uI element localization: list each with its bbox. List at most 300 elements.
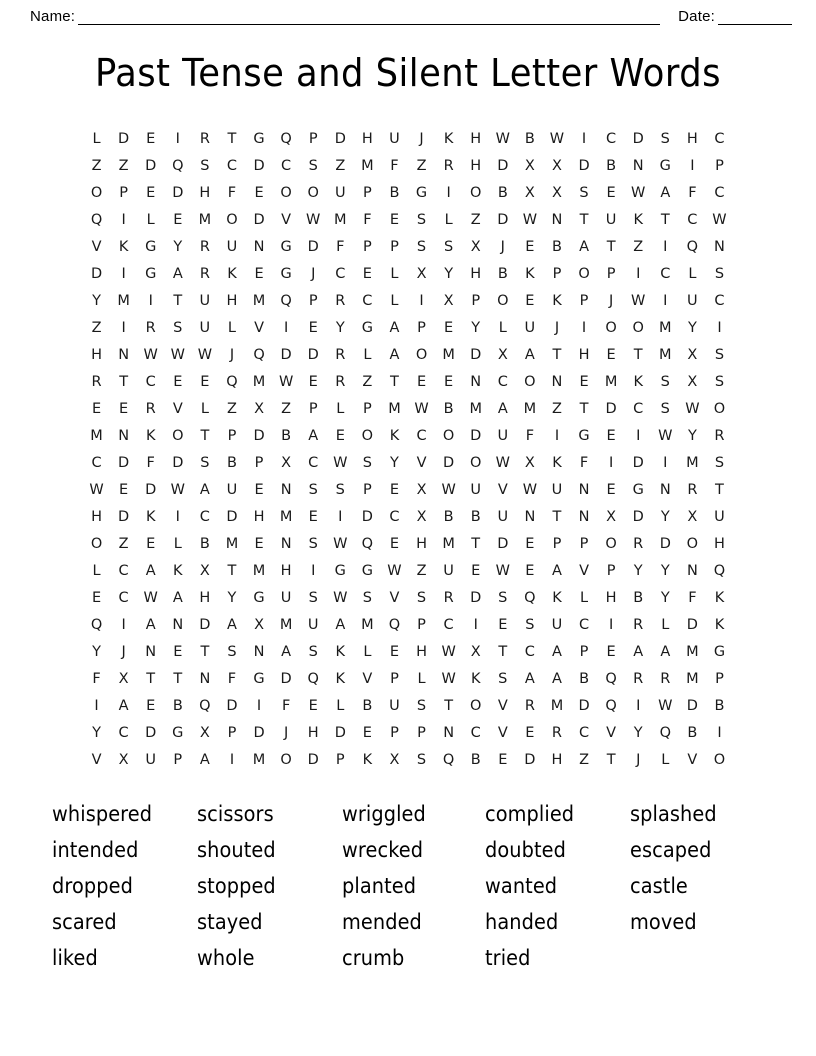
grid-letter[interactable]: M [361,158,374,174]
grid-letter[interactable]: G [361,563,373,579]
grid-letter[interactable]: M [279,617,293,633]
word-list-item[interactable]: mended [342,910,422,934]
grid-letter[interactable]: O [469,185,482,201]
grid-letter[interactable]: A [145,617,156,633]
grid-letter[interactable]: S [416,752,427,768]
grid-letter[interactable]: K [552,590,562,606]
grid-letter[interactable]: P [471,293,481,309]
grid-letter[interactable]: S [444,239,454,255]
grid-letter[interactable]: M [686,455,699,471]
grid-letter[interactable]: E [389,482,400,498]
grid-letter[interactable]: G [578,428,590,444]
grid-letter[interactable]: E [308,509,318,525]
grid-letter[interactable]: C [335,266,346,282]
grid-letter[interactable]: D [253,158,265,174]
grid-letter[interactable]: W [143,590,158,606]
grid-letter[interactable]: E [389,212,400,228]
grid-letter[interactable]: D [470,347,482,363]
word-list-item[interactable]: moved [630,910,697,934]
grid-letter[interactable]: T [606,239,616,255]
grid-letter[interactable]: X [524,158,535,174]
grid-letter[interactable]: Z [91,158,102,174]
word-list-item[interactable]: planted [342,874,417,898]
grid-letter[interactable]: T [146,671,156,687]
grid-letter[interactable]: E [362,725,372,741]
grid-letter[interactable]: Y [687,428,697,444]
grid-letter[interactable]: Z [362,374,373,390]
grid-letter[interactable]: K [145,428,156,444]
grid-letter[interactable]: E [444,374,454,390]
grid-letter[interactable]: G [659,158,671,174]
grid-letter[interactable]: U [605,212,617,228]
grid-letter[interactable]: P [390,725,399,741]
grid-letter[interactable]: E [173,212,183,228]
grid-letter[interactable]: D [199,617,211,633]
grid-letter[interactable]: N [524,509,536,525]
word-list-item[interactable]: scissors [197,802,274,826]
grid-letter[interactable]: B [606,158,617,174]
grid-letter[interactable]: E [173,374,183,390]
grid-letter[interactable]: O [632,320,644,336]
grid-letter[interactable]: I [636,698,641,714]
word-list-item[interactable]: complied [485,802,575,826]
grid-letter[interactable]: A [281,644,292,660]
grid-letter[interactable]: O [442,428,455,444]
grid-letter[interactable]: G [253,590,265,606]
grid-letter[interactable]: D [145,158,157,174]
grid-letter[interactable]: D [632,509,644,525]
grid-letter[interactable]: I [663,455,668,471]
grid-letter[interactable]: Q [442,752,455,768]
grid-letter[interactable]: K [227,266,237,282]
grid-letter[interactable]: P [552,536,562,552]
grid-letter[interactable]: P [390,239,399,255]
grid-letter[interactable]: H [416,644,427,660]
grid-letter[interactable]: L [661,752,670,768]
grid-letter[interactable]: I [690,158,695,174]
grid-letter[interactable]: U [199,320,211,336]
grid-letter[interactable]: I [311,563,316,579]
grid-letter[interactable]: K [389,428,400,444]
grid-letter[interactable]: N [443,725,455,741]
grid-letter[interactable]: C [308,455,319,471]
grid-letter[interactable]: A [199,752,210,768]
grid-letter[interactable]: B [470,752,481,768]
grid-letter[interactable]: W [441,644,456,660]
grid-letter[interactable]: H [91,509,102,525]
grid-letter[interactable]: W [658,428,673,444]
grid-letter[interactable]: D [307,347,319,363]
grid-letter[interactable]: E [254,482,264,498]
word-list-item[interactable]: wriggled [342,802,426,826]
grid-letter[interactable]: A [551,671,562,687]
grid-letter[interactable]: W [387,563,402,579]
grid-letter[interactable]: A [579,239,589,255]
grid-letter[interactable]: F [146,455,155,471]
grid-letter[interactable]: G [253,671,265,687]
grid-letter[interactable]: I [554,428,560,444]
grid-letter[interactable]: A [172,266,183,282]
grid-letter[interactable]: U [226,482,238,498]
grid-letter[interactable]: K [118,239,129,255]
grid-letter[interactable]: L [390,266,399,282]
grid-letter[interactable]: U [470,482,482,498]
grid-letter[interactable]: R [443,158,454,174]
grid-letter[interactable]: Y [92,293,101,309]
grid-letter[interactable]: A [524,347,535,363]
grid-letter[interactable]: A [551,563,562,579]
grid-letter[interactable]: K [525,266,535,282]
grid-letter[interactable]: C [118,563,129,579]
grid-letter[interactable]: M [442,347,455,363]
grid-letter[interactable]: O [280,752,292,768]
grid-letter[interactable]: Y [660,590,670,606]
grid-letter[interactable]: K [714,617,725,633]
grid-letter[interactable]: S [308,158,318,174]
grid-letter[interactable]: V [497,698,508,714]
grid-letter[interactable]: I [581,320,587,336]
grid-letter[interactable]: I [419,293,424,309]
grid-letter[interactable]: I [256,698,262,714]
grid-letter[interactable]: D [118,509,130,525]
grid-letter[interactable]: L [92,131,101,147]
grid-letter[interactable]: B [579,671,590,687]
grid-letter[interactable]: T [471,536,481,552]
grid-letter[interactable]: C [470,725,481,741]
grid-letter[interactable]: X [443,293,454,309]
grid-letter[interactable]: W [658,698,673,714]
word-list-item[interactable]: whole [197,946,255,970]
grid-letter[interactable]: U [687,293,698,309]
grid-letter[interactable]: L [92,563,101,579]
grid-letter[interactable]: Q [307,671,319,687]
word-list-item[interactable]: scared [52,910,117,934]
grid-letter[interactable]: S [308,482,318,498]
grid-letter[interactable]: S [200,455,210,471]
grid-letter[interactable]: H [470,158,482,174]
grid-letter[interactable]: I [283,320,289,336]
grid-letter[interactable]: N [714,239,725,255]
grid-letter[interactable]: H [253,509,265,525]
letter-grid[interactable] [83,126,733,774]
grid-letter[interactable]: I [663,239,668,255]
grid-letter[interactable]: E [606,185,616,201]
grid-letter[interactable]: B [443,401,454,417]
grid-letter[interactable]: X [254,401,264,417]
grid-letter[interactable]: T [552,509,562,525]
grid-letter[interactable]: N [199,671,211,687]
grid-letter[interactable]: W [631,185,646,201]
grid-letter[interactable]: W [333,536,348,552]
grid-letter[interactable]: C [362,293,373,309]
word-list-item[interactable]: shouted [197,838,276,862]
grid-letter[interactable]: S [308,590,318,606]
grid-letter[interactable]: Z [633,239,644,255]
grid-letter[interactable]: F [688,590,697,606]
grid-letter[interactable]: I [121,617,126,633]
grid-letter[interactable]: I [175,509,180,525]
grid-letter[interactable]: W [441,671,456,687]
grid-letter[interactable]: Q [605,671,617,687]
grid-letter[interactable]: M [442,536,455,552]
grid-letter[interactable]: K [633,212,643,228]
grid-letter[interactable]: U [389,698,400,714]
grid-letter[interactable]: N [686,563,698,579]
grid-letter[interactable]: R [551,725,562,741]
grid-letter[interactable]: B [524,131,535,147]
grid-letter[interactable]: S [525,617,535,633]
grid-letter[interactable]: L [661,617,670,633]
grid-letter[interactable]: Q [280,293,292,309]
grid-letter[interactable]: R [524,698,535,714]
grid-letter[interactable]: R [335,293,346,309]
grid-letter[interactable]: Z [91,320,102,336]
grid-letter[interactable]: E [335,428,345,444]
grid-letter[interactable]: U [280,590,292,606]
grid-letter[interactable]: B [551,239,562,255]
grid-letter[interactable]: Q [361,536,374,552]
grid-letter[interactable]: E [525,725,535,741]
grid-letter[interactable]: N [470,374,482,390]
grid-letter[interactable]: Z [281,401,292,417]
grid-letter[interactable]: D [253,725,265,741]
grid-letter[interactable]: N [280,536,292,552]
grid-letter[interactable]: H [605,590,617,606]
grid-letter[interactable]: O [578,266,590,282]
grid-letter[interactable]: V [416,455,427,471]
grid-letter[interactable]: S [498,671,508,687]
grid-letter[interactable]: D [334,725,346,741]
grid-letter[interactable]: Q [90,617,103,633]
grid-letter[interactable]: Q [226,374,238,390]
grid-letter[interactable]: L [336,698,345,714]
grid-letter[interactable]: I [608,617,614,633]
word-list-item[interactable]: stayed [197,910,263,934]
grid-letter[interactable]: H [91,347,102,363]
grid-letter[interactable]: N [118,428,130,444]
grid-letter[interactable]: D [226,509,238,525]
grid-letter[interactable]: H [226,293,238,309]
grid-letter[interactable]: R [660,671,671,687]
grid-letter[interactable]: E [389,536,400,552]
grid-letter[interactable]: U [199,293,211,309]
grid-letter[interactable]: J [121,644,126,660]
grid-letter[interactable]: P [417,617,426,633]
grid-letter[interactable]: W [333,455,348,471]
grid-letter[interactable]: A [551,644,562,660]
grid-letter[interactable]: Y [227,590,237,606]
grid-letter[interactable]: I [581,131,587,147]
grid-letter[interactable]: M [225,536,239,552]
grid-letter[interactable]: C [389,509,400,525]
grid-letter[interactable]: V [254,320,264,336]
grid-letter[interactable]: M [469,401,482,417]
grid-letter[interactable]: D [253,212,265,228]
grid-letter[interactable]: P [308,401,318,417]
grid-letter[interactable]: W [414,401,429,417]
grid-letter[interactable]: N [253,239,265,255]
grid-letter[interactable]: O [361,428,374,444]
grid-letter[interactable]: L [444,212,453,228]
grid-letter[interactable]: D [280,347,292,363]
grid-letter[interactable]: P [606,266,616,282]
grid-letter[interactable]: M [659,347,672,363]
grid-letter[interactable]: N [578,509,590,525]
grid-letter[interactable]: B [226,455,237,471]
grid-letter[interactable]: K [443,131,454,147]
grid-letter[interactable]: W [170,347,185,363]
grid-letter[interactable]: G [280,266,292,282]
grid-letter[interactable]: T [579,212,589,228]
grid-letter[interactable]: N [145,644,157,660]
grid-letter[interactable]: E [606,428,616,444]
grid-letter[interactable]: S [335,482,345,498]
grid-letter[interactable]: E [525,536,535,552]
name-write-line[interactable] [78,9,660,25]
grid-letter[interactable]: O [713,401,726,417]
grid-letter[interactable]: P [362,185,372,201]
grid-letter[interactable]: S [416,212,427,228]
grid-letter[interactable]: D [361,509,373,525]
grid-letter[interactable]: E [606,482,616,498]
grid-letter[interactable]: Y [660,509,670,525]
word-list-item[interactable]: whispered [52,802,153,826]
grid-letter[interactable]: D [497,158,509,174]
grid-letter[interactable]: G [280,239,292,255]
grid-letter[interactable]: D [470,590,482,606]
grid-letter[interactable]: E [146,185,156,201]
grid-letter[interactable]: N [632,158,644,174]
grid-letter[interactable]: E [254,185,264,201]
grid-letter[interactable]: E [416,374,427,390]
grid-letter[interactable]: A [497,401,508,417]
grid-letter[interactable]: R [199,131,210,147]
word-list-item[interactable]: stopped [197,874,276,898]
grid-letter[interactable]: G [713,644,726,660]
grid-letter[interactable]: D [307,752,319,768]
grid-letter[interactable]: D [172,455,184,471]
grid-letter[interactable]: M [117,293,130,309]
grid-letter[interactable]: N [659,482,671,498]
grid-letter[interactable]: T [173,671,183,687]
grid-letter[interactable]: T [173,293,183,309]
grid-letter[interactable]: V [579,563,589,579]
grid-letter[interactable]: M [686,671,699,687]
grid-letter[interactable]: Y [633,563,643,579]
grid-letter[interactable]: P [227,428,237,444]
grid-letter[interactable]: H [714,536,725,552]
grid-letter[interactable]: E [119,401,129,417]
grid-letter[interactable]: E [91,590,102,606]
grid-letter[interactable]: C [91,455,102,471]
grid-letter[interactable]: K [335,644,346,660]
grid-letter[interactable]: X [524,455,535,471]
grid-letter[interactable]: W [549,131,565,147]
grid-letter[interactable]: T [390,374,399,390]
grid-letter[interactable]: X [606,509,617,525]
grid-letter[interactable]: H [199,590,211,606]
grid-letter[interactable]: I [717,725,722,741]
grid-letter[interactable]: R [714,428,725,444]
grid-letter[interactable]: C [226,158,238,174]
grid-letter[interactable]: P [417,320,426,336]
grid-letter[interactable]: D [253,428,265,444]
grid-letter[interactable]: R [145,401,156,417]
grid-letter[interactable]: D [605,401,617,417]
grid-letter[interactable]: C [606,131,617,147]
grid-letter[interactable]: N [253,644,265,660]
word-list-item[interactable]: escaped [630,838,712,862]
grid-letter[interactable]: B [470,509,481,525]
grid-letter[interactable]: E [362,266,372,282]
grid-letter[interactable]: Q [524,590,536,606]
grid-letter[interactable]: J [311,266,316,282]
grid-letter[interactable]: D [632,131,644,147]
grid-letter[interactable]: H [551,752,563,768]
grid-letter[interactable]: H [470,131,482,147]
grid-letter[interactable]: V [606,725,617,741]
grid-letter[interactable]: T [715,482,724,498]
grid-letter[interactable]: C [118,725,129,741]
grid-letter[interactable]: I [121,320,126,336]
grid-letter[interactable]: X [687,374,698,390]
grid-letter[interactable]: U [551,482,563,498]
grid-letter[interactable]: E [606,644,616,660]
grid-letter[interactable]: O [307,185,319,201]
grid-letter[interactable]: C [660,266,671,282]
grid-letter[interactable]: F [688,185,697,201]
grid-letter[interactable]: H [470,266,482,282]
grid-letter[interactable]: L [579,590,589,606]
grid-letter[interactable]: M [252,374,266,390]
grid-letter[interactable]: W [143,347,158,363]
grid-letter[interactable]: D [334,131,346,147]
grid-letter[interactable]: J [229,347,235,363]
grid-letter[interactable]: E [91,401,102,417]
grid-letter[interactable]: H [416,536,427,552]
grid-letter[interactable]: T [633,347,643,363]
grid-letter[interactable]: A [524,671,535,687]
grid-letter[interactable]: L [390,293,399,309]
grid-letter[interactable]: Q [199,698,211,714]
grid-letter[interactable]: Y [687,320,697,336]
grid-letter[interactable]: X [199,563,210,579]
word-list-item[interactable]: liked [52,946,98,970]
grid-letter[interactable]: E [308,698,318,714]
grid-letter[interactable]: O [713,752,726,768]
grid-letter[interactable]: G [145,266,157,282]
grid-letter[interactable]: S [714,266,725,282]
grid-letter[interactable]: R [145,320,156,336]
grid-letter[interactable]: V [389,590,400,606]
grid-letter[interactable]: B [199,536,210,552]
grid-letter[interactable]: W [333,590,348,606]
grid-letter[interactable]: W [197,347,213,363]
grid-letter[interactable]: A [389,320,400,336]
grid-letter[interactable]: D [172,185,184,201]
grid-letter[interactable]: E [498,752,508,768]
grid-letter[interactable]: X [687,347,698,363]
grid-letter[interactable]: L [200,401,209,417]
grid-letter[interactable]: T [606,752,616,768]
grid-letter[interactable]: F [336,239,345,255]
grid-letter[interactable]: H [361,131,373,147]
grid-letter[interactable]: E [525,239,535,255]
grid-letter[interactable]: H [686,131,698,147]
grid-letter[interactable]: S [200,158,210,174]
grid-letter[interactable]: I [121,266,126,282]
grid-letter[interactable]: X [416,482,427,498]
